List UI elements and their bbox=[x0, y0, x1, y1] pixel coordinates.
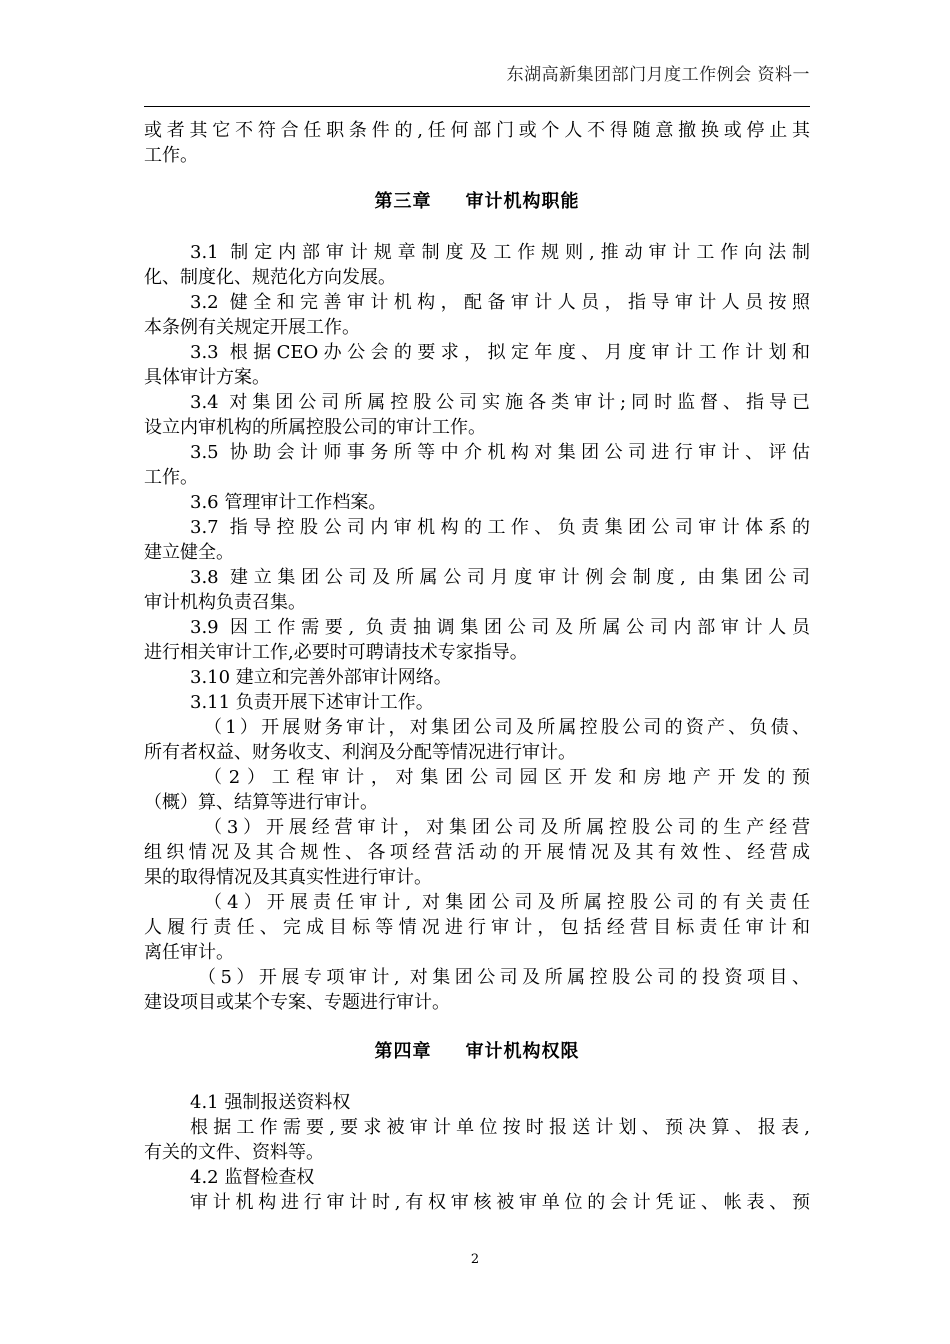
text-line: （4）开展责任审计, 对集团公司及所属控股公司的有关责任 bbox=[204, 892, 810, 913]
text-line: 3.2 健全和完善审计机构，配备审计人员，指导审计人员按照 bbox=[190, 292, 810, 313]
text-line: 3.3 根据CEO办公会的要求，拟定年度、月度审计工作计划和 bbox=[190, 342, 810, 363]
text-line: 3.9 因工作需要, 负责抽调集团公司及所属公司内部审计人员 bbox=[190, 617, 810, 638]
text-line: 所有者权益、财务收支、利润及分配等情况进行审计。 bbox=[144, 742, 576, 763]
text-line: 3.6 管理审计工作档案。 bbox=[190, 492, 387, 513]
text-line: 3.10 建立和完善外部审计网络。 bbox=[190, 667, 452, 688]
text-line: 本条例有关规定开展工作。 bbox=[144, 317, 360, 338]
text-line: 工作。 bbox=[144, 145, 198, 166]
text-line: 设立内审机构的所属控股公司的审计工作。 bbox=[144, 417, 486, 438]
text-line: 4.1 强制报送资料权 bbox=[190, 1092, 351, 1113]
text-line: 具体审计方案。 bbox=[144, 367, 270, 388]
chapter-title: 审计机构权限 bbox=[465, 1041, 580, 1062]
text-line: 建立健全。 bbox=[144, 542, 234, 563]
text-line: 组织情况及其合规性、各项经营活动的开展情况及其有效性、经营成 bbox=[144, 842, 810, 863]
header-divider bbox=[144, 106, 810, 107]
text-line: 人履行责任、完成目标等情况进行审计，包括经营目标责任审计和 bbox=[144, 917, 810, 938]
text-line: 3.1 制定内部审计规章制度及工作规则,推动审计工作向法制 bbox=[190, 242, 810, 263]
chapter-heading bbox=[144, 189, 810, 214]
chapter-number: 第三章 bbox=[374, 191, 432, 212]
text-line: 3.11 负责开展下述审计工作。 bbox=[190, 692, 434, 713]
text-line: （1）开展财务审计，对集团公司及所属控股公司的资产、负债、 bbox=[204, 717, 810, 738]
chapter-heading bbox=[144, 1039, 810, 1064]
text-line: 3.7 指导控股公司内审机构的工作、负责集团公司审计体系的 bbox=[190, 517, 810, 538]
text-line: （5）开展专项审计, 对集团公司及所属控股公司的投资项目、 bbox=[198, 967, 810, 988]
text-line: （2）工程审计，对集团公司园区开发和房地产开发的预 bbox=[204, 767, 810, 788]
text-line: 化、制度化、规范化方向发展。 bbox=[144, 267, 396, 288]
text-line: 离任审计。 bbox=[144, 942, 234, 963]
page-header: 东湖高新集团部门月度工作例会 资料一 bbox=[506, 65, 810, 85]
chapter-number: 第四章 bbox=[374, 1041, 432, 1062]
text-line: 进行相关审计工作,必要时可聘请技术专家指导。 bbox=[144, 642, 528, 663]
text-line: 3.8 建立集团公司及所属公司月度审计例会制度, 由集团公司 bbox=[190, 567, 810, 588]
text-line: 根据工作需要,要求被审计单位按时报送计划、预决算、报表, bbox=[190, 1117, 810, 1138]
chapter-title: 审计机构职能 bbox=[465, 191, 580, 212]
text-line: 3.4 对集团公司所属控股公司实施各类审计;同时监督、指导已 bbox=[190, 392, 810, 413]
text-line: 建设项目或某个专案、专题进行审计。 bbox=[144, 992, 450, 1013]
text-line: 审计机构进行审计时,有权审核被审单位的会计凭证、帐表、预 bbox=[190, 1192, 810, 1213]
text-line: 果的取得情况及其真实性进行审计。 bbox=[144, 867, 432, 888]
text-line: 审计机构负责召集。 bbox=[144, 592, 306, 613]
document-body bbox=[144, 118, 810, 1215]
text-line: 有关的文件、资料等。 bbox=[144, 1142, 324, 1163]
text-line: 或者其它不符合任职条件的,任何部门或个人不得随意撤换或停止其 bbox=[144, 120, 810, 141]
text-line: 3.5 协助会计师事务所等中介机构对集团公司进行审计、评估 bbox=[190, 442, 810, 463]
page-number: 2 bbox=[470, 1252, 480, 1267]
text-line: 4.2 监督检查权 bbox=[190, 1167, 315, 1188]
text-line: （3）开展经营审计，对集团公司及所属控股公司的生产经营 bbox=[204, 817, 810, 838]
text-line: 工作。 bbox=[144, 467, 198, 488]
text-line: （概）算、结算等进行审计。 bbox=[144, 792, 378, 813]
